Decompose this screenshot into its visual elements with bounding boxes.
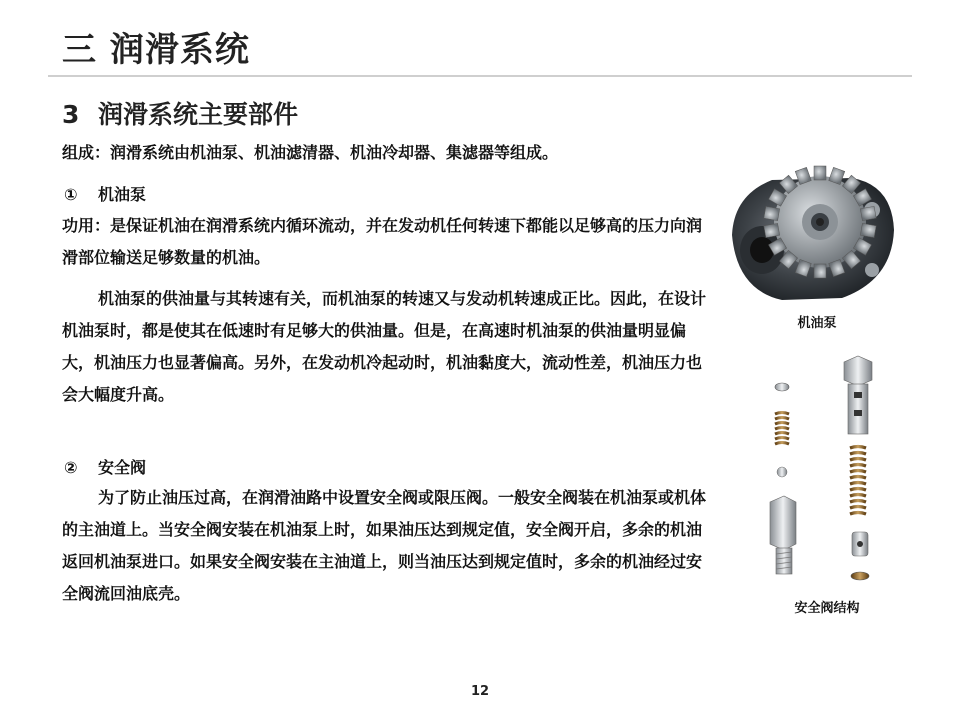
pump-heading bbox=[64, 182, 146, 205]
pump-heading-label: 机油泵 bbox=[98, 185, 147, 204]
section-heading bbox=[62, 95, 298, 131]
valve-heading bbox=[64, 455, 146, 478]
oil-pump-image bbox=[722, 140, 902, 310]
composition-text: 组成：润滑系统由机油泵、机油滤清器、机油冷却器、集滤器等组成。 bbox=[62, 143, 559, 162]
slide-title: 三 润滑系统 bbox=[62, 30, 250, 70]
valve-paragraph: 为了防止油压过高，在润滑油路中设置安全阀或限压阀。一般安全阀装在机油泵或机体的主油道上。当安全阀安装在机油泵上时，如果油压达到规定值，安全阀开启，多余的机油返回机油泵进口。如果安全阀安装在主油道上，则当油压达到规定值时，多余的机油经过安全阀流回油底壳。 bbox=[62, 488, 707, 603]
valve-heading-label: 安全阀 bbox=[98, 458, 147, 477]
pump-function-text: 功用：是保证机油在润滑系统内循环流动，并在发动机任何转速下都能以足够高的压力向润滑部位输送足够数量的机油。 bbox=[62, 216, 703, 267]
valve-marker: ② bbox=[64, 458, 78, 477]
safety-valve-image bbox=[762, 352, 902, 592]
section-title: 润滑系统主要部件 bbox=[98, 100, 299, 129]
pump-paragraph: 机油泵的供油量与其转速有关，而机油泵的转速又与发动机转速成正比。因此，在设计机油泵时，都是使其在低速时有足够大的供油量。但是，在高速时机油泵的供油量明显偏大，机油压力也显著偏高。另外，在发动机冷起动时，机油黏度大，流动性差，机油压力也会大幅度升高。 bbox=[62, 289, 707, 404]
pump-image-caption: 机油泵 bbox=[797, 316, 837, 331]
page-number: 12 bbox=[470, 684, 490, 699]
pump-marker: ① bbox=[64, 185, 78, 204]
valve-image-caption: 安全阀结构 bbox=[794, 601, 860, 616]
section-number: 3 bbox=[62, 100, 80, 129]
title-divider bbox=[48, 75, 912, 77]
